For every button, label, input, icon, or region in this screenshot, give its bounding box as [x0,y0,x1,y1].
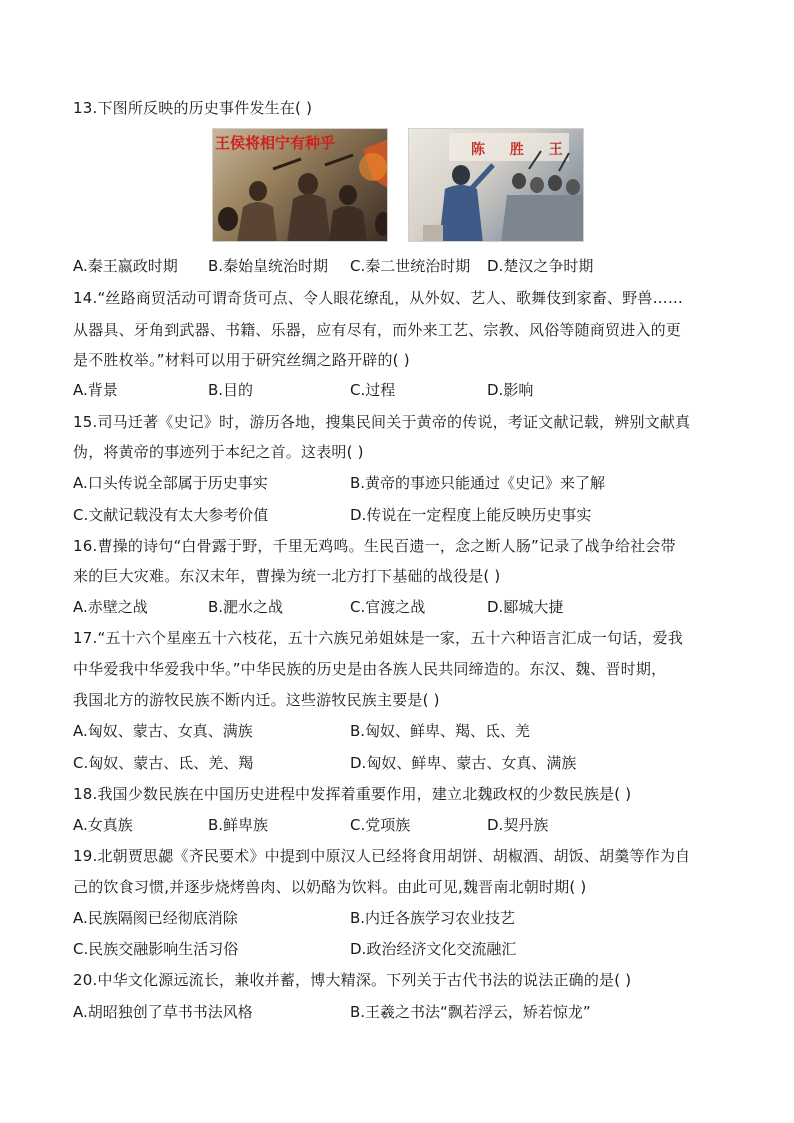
q17-stem-line-3: 我国北方的游牧民族不断内迁。这些游牧民族主要是( ) [73,691,440,709]
q18-stem-line-1: 18.我国少数民族在中国历史进程中发挥着重要作用，建立北魏政权的少数民族是( ) [73,785,632,803]
q20-option-a[interactable]: A.胡昭独创了草书书法风格 [73,1003,253,1021]
q16-stem-line-1: 16.曹操的诗句“白骨露于野，千里无鸡鸣。生民百遗一，念之断人肠”记录了战争给社会带 [73,537,676,555]
q20-stem-line-1: 20.中华文化源远流长，兼收并蓄，博大精深。下列关于古代书法的说法正确的是( ) [73,971,632,989]
q13-option-a[interactable]: A.秦王嬴政时期 [73,257,178,275]
q17-option-c[interactable]: C.匈奴、蒙古、氐、羌、羯 [73,754,254,772]
q18-option-d[interactable]: D.契丹族 [487,816,549,834]
q16-option-b[interactable]: B.淝水之战 [208,598,284,616]
q17-stem-line-1: 17.“五十六个星座五十六枝花，五十六族兄弟姐妹是一家，五十六种语言汇成一句话，爱我 [73,629,684,647]
q14-option-d[interactable]: D.影响 [487,381,534,399]
q18-option-b[interactable]: B.鲜卑族 [208,816,269,834]
q15-option-b[interactable]: B.黄帝的事迹只能通过《史记》来了解 [350,474,606,492]
q15-stem-line-1: 15.司马迁著《史记》时，游历各地，搜集民间关于黄帝的传说，考证文献记载，辨别文献真 [73,413,691,431]
q15-option-d[interactable]: D.传说在一定程度上能反映历史事实 [350,506,592,524]
q14-option-c[interactable]: C.过程 [350,381,396,399]
q14-option-a[interactable]: A.背景 [73,381,118,399]
q13-stem-line-1: 13.下图所反映的历史事件发生在( ) [73,99,313,117]
q17-option-b[interactable]: B.匈奴、鲜卑、羯、氐、羌 [350,722,531,740]
q18-option-a[interactable]: A.女真族 [73,816,133,834]
q15-option-c[interactable]: C.文献记载没有太大参考价值 [73,506,269,524]
q13-option-d[interactable]: D.楚汉之争时期 [487,257,594,275]
q19-option-a[interactable]: A.民族隔阂已经彻底消除 [73,909,238,927]
q14-stem-line-1: 14.“丝路商贸活动可谓奇货可点、令人眼花缭乱，从外奴、艺人、歌舞伎到家畜、野兽…… [73,289,684,307]
uprising-illustration-caption: 王侯将相宁有种乎 [215,134,336,152]
q19-option-b[interactable]: B.内迁各族学习农业技艺 [350,909,516,927]
q17-stem-line-2: 中华爱我中华爱我中华。”中华民族的历史是由各族人民共同缔造的。东汉、魏、晋时期， [73,660,667,678]
q13-option-b[interactable]: B.秦始皇统治时期 [208,257,329,275]
q19-option-c[interactable]: C.民族交融影响生活习俗 [73,940,239,958]
q16-option-c[interactable]: C.官渡之战 [350,598,426,616]
q14-option-b[interactable]: B.目的 [208,381,254,399]
q16-option-a[interactable]: A.赤壁之战 [73,598,148,616]
q15-stem-line-2: 伪，将黄帝的事迹列于本纪之首。这表明( ) [73,443,364,461]
q17-option-d[interactable]: D.匈奴、鲜卑、蒙古、女真、满族 [350,754,577,772]
q18-option-c[interactable]: C.党项族 [350,816,411,834]
q14-stem-line-3: 是不胜枚举。”材料可以用于研究丝绸之路开辟的( ) [73,351,410,369]
uprising-illustration [212,128,388,242]
q14-stem-line-2: 从器具、牙角到武器、书籍、乐器，应有尽有，而外来工艺、宗教、风俗等随商贸进入的更 [73,321,682,339]
q17-option-a[interactable]: A.匈奴、蒙古、女真、满族 [73,722,253,740]
q19-stem-line-2: 己的饮食习惯,并逐步烧烤兽肉、以奶酪为饮料。由此可见,魏晋南北朝时期( ) [73,878,587,896]
q19-option-d[interactable]: D.政治经济文化交流融汇 [350,940,517,958]
q20-option-b[interactable]: B.王羲之书法“飘若浮云，矫若惊龙” [350,1003,591,1021]
q16-option-d[interactable]: D.郾城大捷 [487,598,564,616]
q13-option-c[interactable]: C.秦二世统治时期 [350,257,471,275]
q19-stem-line-1: 19.北朝贾思勰《齐民要术》中提到中原汉人已经将食用胡饼、胡椒酒、胡饭、胡羹等作为自 [73,847,691,865]
chen-sheng-illustration [408,128,584,242]
q16-stem-line-2: 来的巨大灾难。东汉末年，曹操为统一北方打下基础的战役是( ) [73,567,501,585]
chen-sheng-illustration-caption: 陈 胜 王 [471,142,573,158]
q15-option-a[interactable]: A.口头传说全部属于历史事实 [73,474,268,492]
